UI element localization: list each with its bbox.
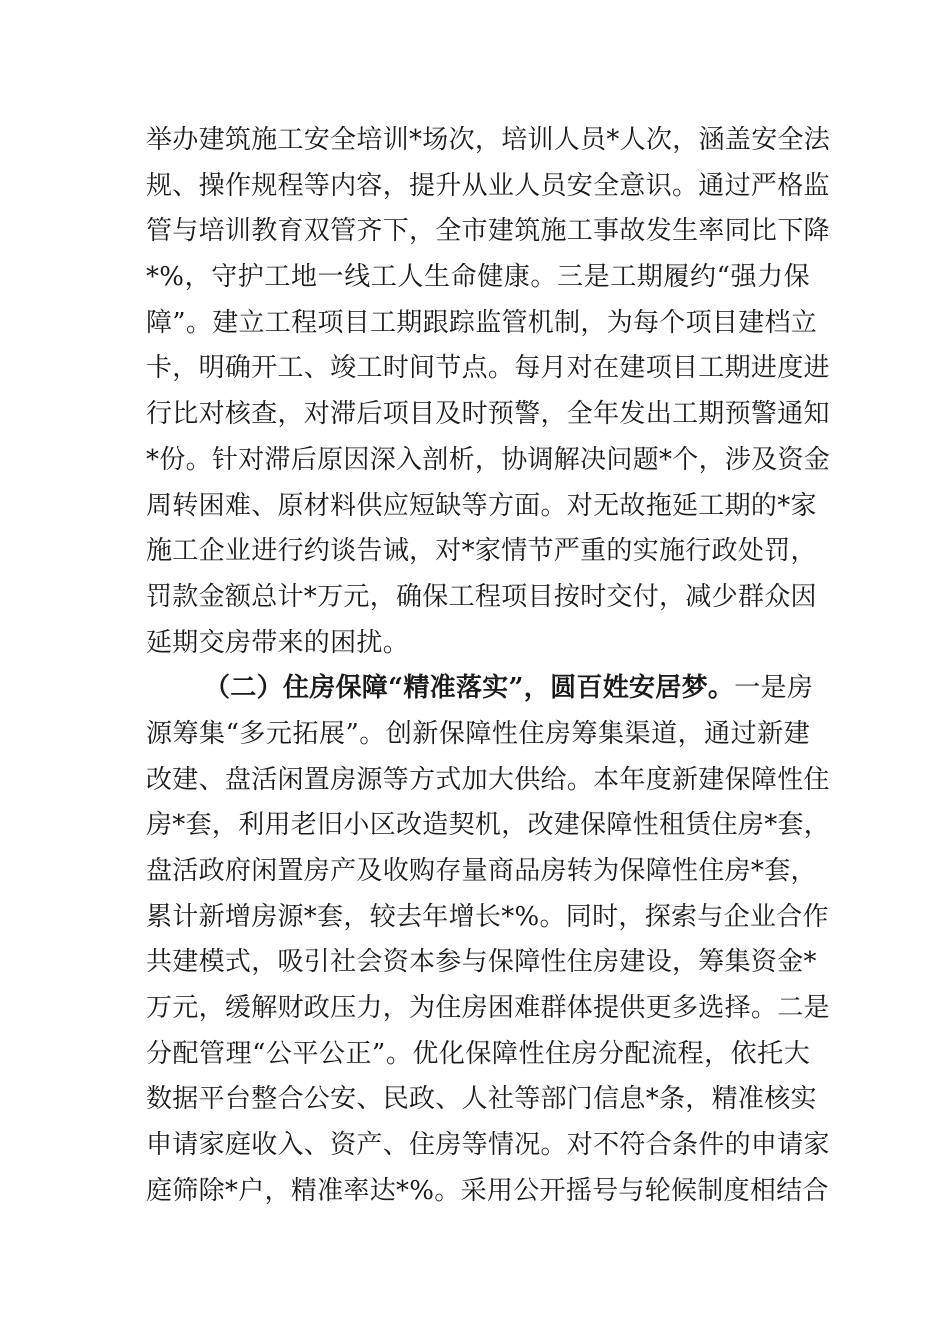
- text-line: 管与培训教育双管齐下，全市建筑施工事故发生率同比下降: [146, 216, 830, 247]
- text-line: 卡，明确开工、竣工时间节点。每月对在建项目工期进度进: [146, 353, 830, 384]
- section-heading-tail: 一是房: [734, 673, 814, 704]
- text-line: *份。针对滞后原因深入剖析，协调解决问题*个，涉及资金: [146, 444, 831, 475]
- text-line: 累计新增房源*套，较去年增长*%。同时，探索与企业合作: [146, 901, 829, 932]
- text-line: 申请家庭收入、资产、住房等情况。对不符合条件的申请家: [146, 1130, 830, 1161]
- text-line: 施工企业进行约谈告诫，对*家情节严重的实施行政处罚，: [146, 536, 817, 567]
- text-line: 延期交房带来的困扰。: [146, 627, 410, 658]
- text-line: 障”。建立工程项目工期跟踪监管机制，为每个项目建档立: [146, 307, 818, 338]
- text-line: 数据平台整合公安、民政、人社等部门信息*条，精准核实: [146, 1084, 817, 1115]
- text-line: 周转困难、原材料供应短缺等方面。对无故拖延工期的*家: [146, 490, 817, 521]
- text-line: 改建、盘活闲置房源等方式加大供给。本年度新建保障性住: [146, 764, 830, 795]
- section-heading: （二）住房保障“精准落实”，圆百姓安居梦。: [204, 673, 735, 704]
- text-line: 盘活政府闲置房产及收购存量商品房转为保障性住房*套，: [146, 856, 817, 886]
- text-line: *%，守护工地一线工人生命健康。三是工期履约“强力保: [146, 262, 810, 293]
- text-line: 源筹集“多元拓展”。创新保障性住房筹集渠道，通过新建: [146, 718, 810, 749]
- section-heading-line: [146, 666, 814, 712]
- text-line: 罚款金额总计*万元，确保工程项目按时交付，减少群众因: [146, 581, 817, 612]
- text-line: 分配管理“公平公正”。优化保障性住房分配流程，依托大: [146, 1038, 810, 1069]
- text-line: 房*套，利用老旧小区改造契机，改建保障性租赁住房*套，: [146, 810, 831, 841]
- text-line: 万元，缓解财政压力，为住房困难群体提供更多选择。二是: [146, 993, 830, 1024]
- text-line: 举办建筑施工安全培训*场次，培训人员*人次，涵盖安全法: [146, 125, 831, 155]
- text-line: 规、操作规程等内容，提升从业人员安全意识。通过严格监: [146, 170, 830, 201]
- text-line: 行比对核查，对滞后项目及时预警，全年发出工期预警通知: [146, 399, 830, 430]
- text-line: 共建模式，吸引社会资本参与保障性住房建设，筹集资金*: [146, 947, 817, 978]
- body-text: [146, 118, 831, 1215]
- text-line: 庭筛除*户，精准率达*%。采用公开摇号与轮候制度相结合: [146, 1175, 829, 1206]
